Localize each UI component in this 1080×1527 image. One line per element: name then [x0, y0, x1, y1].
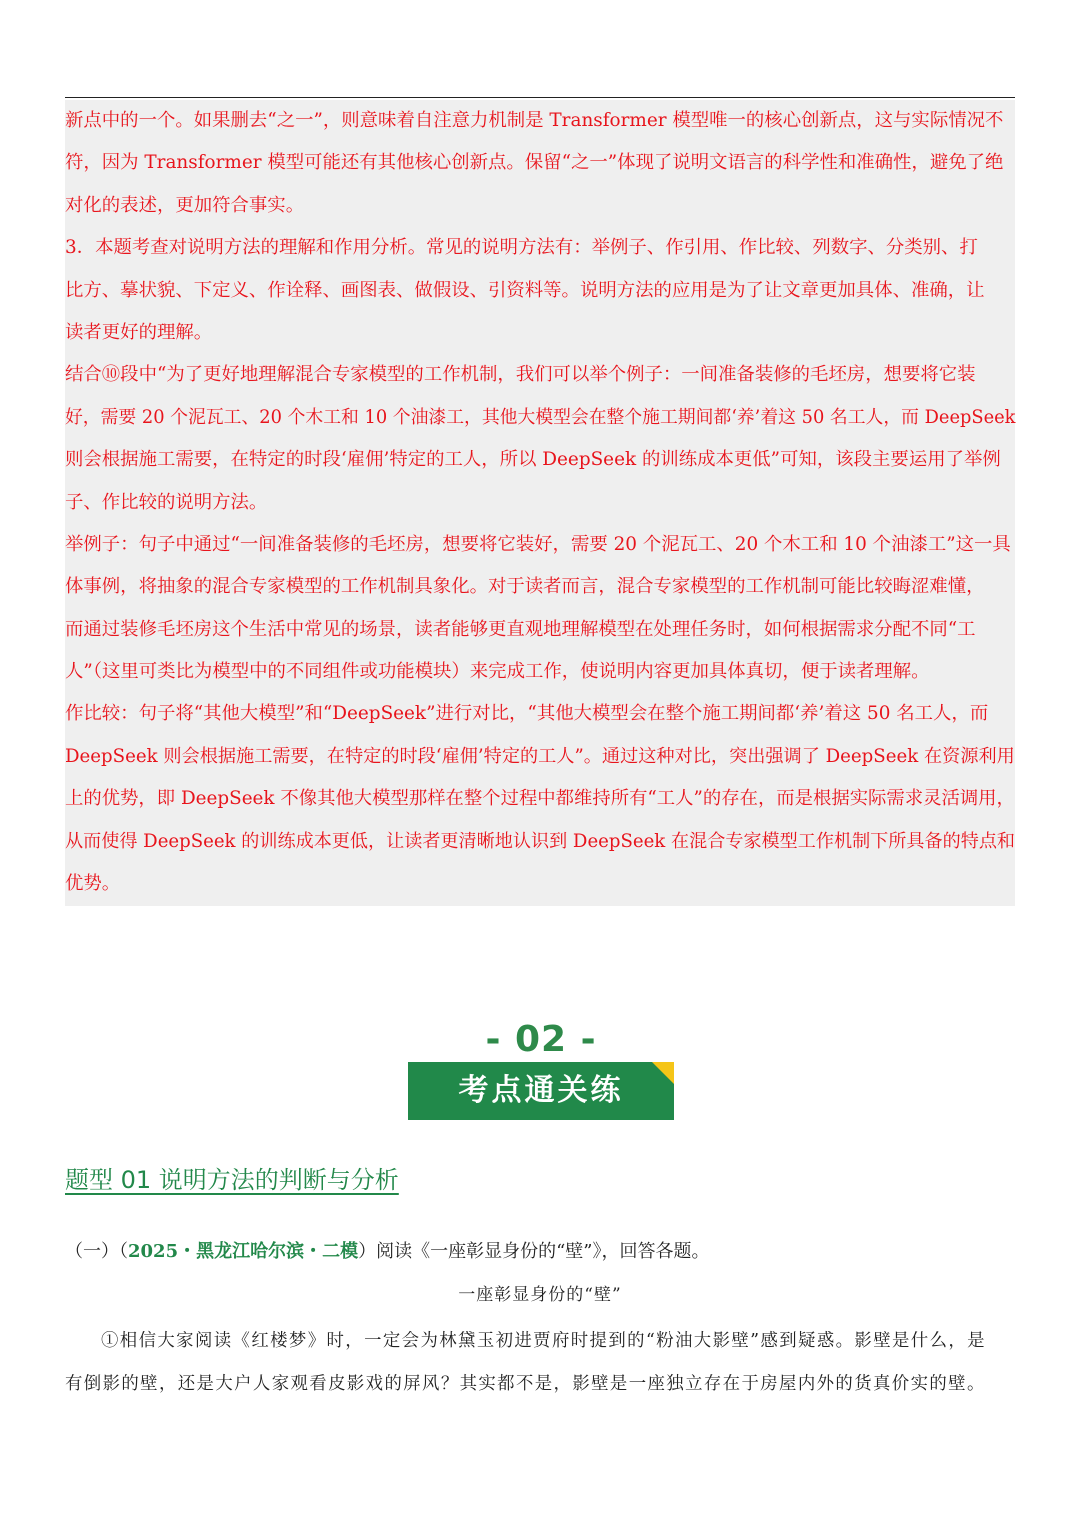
article-body — [65, 1320, 1015, 1405]
answer-line: 而通过装修毛坯房这个生活中常见的场景，读者能够更直观地理解模型在处理任务时，如何根据需求分配不同“工 — [65, 618, 976, 640]
badge-bar — [408, 1062, 674, 1120]
answer-line: DeepSeek 则会根据施工需要，在特定的时段‘雇佣’特定的工人”。通过这种对比，突出强调了 DeepSeek 在资源利用 — [65, 745, 1015, 767]
answer-line: 对化的表述，更加符合事实。 — [65, 194, 305, 216]
header-rule — [65, 97, 1015, 98]
answer-line: 上的优势，即 DeepSeek 不像其他大模型那样在整个过程中都维持所有“工人”的存在，而是根据实际需求灵活调用， — [65, 788, 1015, 810]
answer-line: 读者更好的理解。 — [65, 321, 213, 343]
answer-line: 优势。 — [65, 873, 121, 895]
answer-line: 举例子：句子中通过“一间准备装修的毛坯房，想要将它装好，需要 20 个泥瓦工、20 个木工和 10 个油漆工”这一具 — [65, 533, 1011, 555]
answer-line: 好，需要 20 个泥瓦工、20 个木工和 10 个油漆工，其他大模型会在整个施工期间都‘养’着这 50 名工人，而 DeepSeek — [65, 406, 1016, 428]
answer-explanation-box — [65, 100, 1015, 906]
answer-line: 子、作比较的说明方法。 — [65, 491, 268, 513]
section-heading: 题型 01 说明方法的判断与分析 — [65, 1166, 399, 1194]
question-suffix: ）阅读《一座彰显身份的“壁”》，回答各题。 — [358, 1241, 710, 1262]
badge-label: 考点通关练 — [458, 1073, 624, 1108]
question-source: 2025・黑龙江哈尔滨・二模 — [128, 1241, 359, 1262]
answer-line: 结合⑩段中“为了更好地理解混合专家模型的工作机制，我们可以举个例子：一间准备装修的毛坯房，想要将它装 — [65, 364, 976, 386]
answer-line: 则会根据施工需要，在特定的时段‘雇佣’特定的工人，所以 DeepSeek 的训练成本更低”可知，该段主要运用了举例 — [65, 449, 1001, 471]
answer-line: 3．本题考查对说明方法的理解和作用分析。常见的说明方法有：举例子、作引用、作比较、列数字、分类别、打 — [65, 237, 978, 259]
article-line: ①相信大家阅读《红楼梦》时，一定会为林黛玉初进贾府时提到的“粉油大影壁”感到疑惑。影壁是什么，是 — [101, 1331, 986, 1351]
answer-line: 比方、摹状貌、下定义、作诠释、画图表、做假设、引资料等。说明方法的应用是为了让文章更加具体、准确，让 — [65, 279, 985, 301]
answer-line: 人”（这里可类比为模型中的不同组件或功能模块）来完成工作，使说明内容更加具体真切，便于读者理解。 — [65, 661, 930, 683]
article-line: 有倒影的壁，还是大户人家观看皮影戏的屏风？其实都不是，影壁是一座独立存在于房屋内外的货真价实的壁。 — [65, 1373, 986, 1394]
question-prefix: （一）（ — [65, 1241, 128, 1262]
answer-line: 体事例，将抽象的混合专家模型的工作机制具象化。对于读者而言，混合专家模型的工作机制可能比较晦涩难懂， — [65, 576, 985, 598]
answer-line: 作比较：句子将“其他大模型”和“DeepSeek”进行对比，“其他大模型会在整个施工期间都‘养’着这 50 名工人，而 — [65, 703, 989, 725]
badge-number: - 02 - — [485, 1019, 597, 1060]
answer-text — [65, 100, 1015, 905]
question-intro — [65, 1236, 710, 1268]
answer-line: 符，因为 Transformer 模型可能还有其他核心创新点。保留“之一”体现了说明文语言的科学性和准确性，避免了绝 — [65, 152, 1004, 174]
article-title: 一座彰显身份的“壁” — [458, 1285, 622, 1305]
section-badge — [408, 1018, 674, 1122]
answer-line: 新点中的一个。如果删去“之一”，则意味着自注意力机制是 Transformer 模型唯一的核心创新点，这与实际情况不 — [65, 110, 1004, 131]
answer-line: 从而使得 DeepSeek 的训练成本更低，让读者更清晰地认识到 DeepSeek 在混合专家模型工作机制下所具备的特点和 — [65, 830, 1016, 852]
